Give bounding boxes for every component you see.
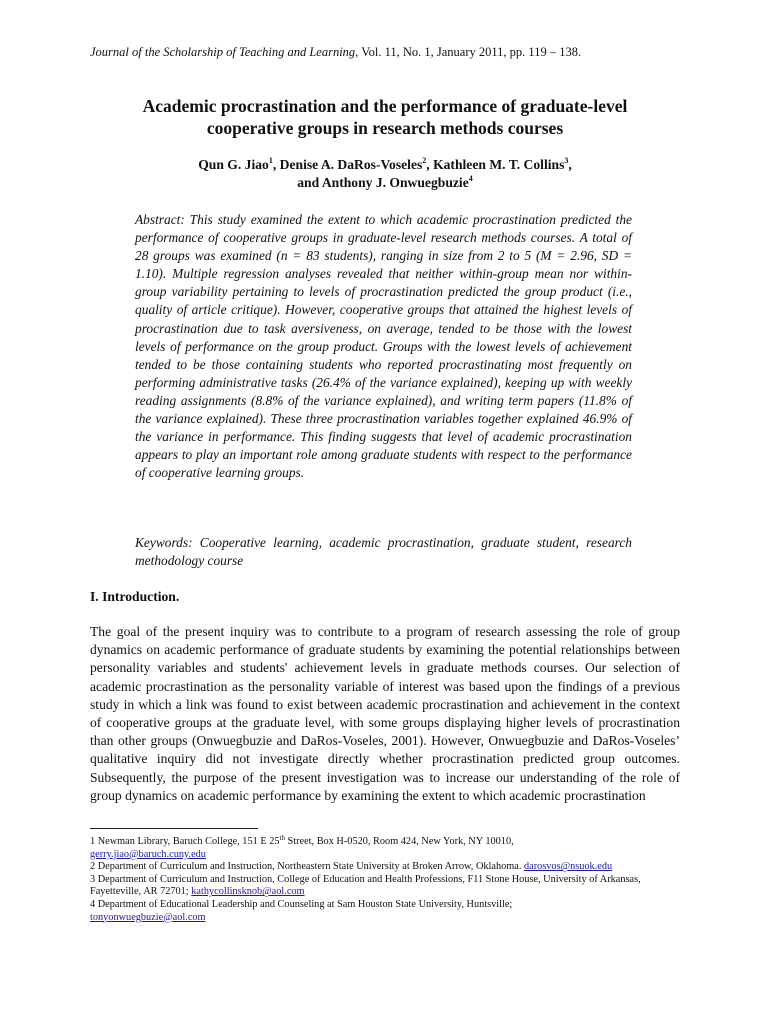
author-affiliation-mark: 1 xyxy=(268,156,273,165)
footnote-text: Street, Box H-0520, Room 424, New York, NY 10010, xyxy=(284,836,514,847)
footnote-divider xyxy=(90,828,258,829)
email-link[interactable]: darosvos@nsuok.edu xyxy=(523,861,613,873)
email-link[interactable]: kathycollinsknob@aol.com xyxy=(191,886,305,898)
footnote-text: 1 Newman Library, Baruch College, 151 E 25 xyxy=(90,836,280,847)
footnote-text: 3 Department of Curriculum and Instruction, College of Education and Health Professions, F11 Stone House, University of Arkansas, Fayetteville, AR 72701; xyxy=(90,873,641,898)
author-affiliation-mark: 4 xyxy=(468,174,473,183)
author-affiliation-mark: 3 xyxy=(564,156,569,165)
email-link[interactable]: gerry.jiao@baruch.cuny.edu xyxy=(90,848,206,860)
footnote-1 xyxy=(90,836,680,861)
email-link[interactable]: tonyonwuegbuzie@aol.com xyxy=(90,911,206,923)
keywords: Keywords: Cooperative learning, academic procrastination, graduate student, research methodology course xyxy=(135,535,632,569)
author-separator: , xyxy=(426,157,434,172)
author-separator: , xyxy=(272,157,280,172)
author-name: Denise A. DaRos-Voseles xyxy=(279,157,423,172)
author-list xyxy=(90,156,680,192)
author-name: and Anthony J. Onwuegbuzie xyxy=(297,175,469,190)
author-line-1 xyxy=(90,156,680,174)
paper-title xyxy=(90,95,680,139)
footnote-3 xyxy=(90,874,680,899)
title-line-2: cooperative groups in research methods courses xyxy=(206,118,564,138)
footnote-4 xyxy=(90,899,680,924)
author-separator: , xyxy=(568,157,572,172)
journal-name: Journal of the Scholarship of Teaching and Learning xyxy=(90,45,356,59)
footnote-2 xyxy=(90,861,680,874)
author-affiliation-mark: 2 xyxy=(422,156,427,165)
footnote-text: 2 Department of Curriculum and Instruction, Northeastern State University at Broken Arrow, Oklahoma. xyxy=(90,861,524,873)
introduction-paragraph: The goal of the present inquiry was to contribute to a program of research assessing the role of group dynamics on academic performance of graduate students by examining the potential relationships between personality variables and students' achievement levels in graduate methods courses. Our selection of academic procrastination as the personality variable of interest was based upon the findings of a previous study in which a link was found to exist between academic procrastination and achievement in the context of cooperative groups at the graduate level, with some groups displaying higher levels of procrastination than other groups (Onwuegbuzie and DaRos-Voseles, 2001). However, Onwuegbuzie and DaRos-Voseles’ qualitative inquiry did not investigate directly whether procrastination predicted group outcomes. Subsequently, the purpose of the present investigation was to increase our understanding of the role of group dynamics on academic performance by examining the extent to which academic procrastination xyxy=(90,624,680,803)
footnote-text: 4 Department of Educational Leadership and Counseling at Sam Houston State University, Huntsville; xyxy=(90,898,513,910)
journal-citation xyxy=(90,44,690,60)
footnotes xyxy=(90,836,680,924)
citation-details: , Vol. 11, No. 1, January 2011, pp. 119 – 138. xyxy=(355,45,582,59)
abstract: Abstract: This study examined the extent to which academic procrastination predicted the performance of cooperative groups in graduate-level research methods courses. A total of 28 groups was examined (n = 83 students), ranging in size from 2 to 5 (M = 2.96, SD = 1.10). Multiple regression analyses revealed that neither within-group mean nor within-group variability pertaining to levels of procrastination predicted the group product (i.e., quality of article critique). However, cooperative groups that attained the highest levels of procrastination due to task aversiveness, on average, tended to be those with the lowest levels of performance on the group product. Groups with the lowest levels of achievement tended to be those containing students who reported procrastinating most frequently on performing administrative tasks (26.4% of the variance explained), keeping up with weekly reading assignments (8.8% of the variance explained), and writing term papers (11.8% of the variance explained). These three procrastination variables together explained 46.9% of the variance in performance. This finding suggests that level of academic procrastination appears to play an important role among graduate students with respect to the performance of cooperative learning groups. xyxy=(135,212,632,481)
author-name: Qun G. Jiao xyxy=(198,157,269,172)
section-heading-introduction: I. Introduction. xyxy=(90,589,180,604)
author-name: Kathleen M. T. Collins xyxy=(433,157,565,172)
footnote-superscript: th xyxy=(279,834,285,842)
author-line-2 xyxy=(90,174,680,192)
title-line-1: Academic procrastination and the performance of graduate-level xyxy=(142,96,628,116)
